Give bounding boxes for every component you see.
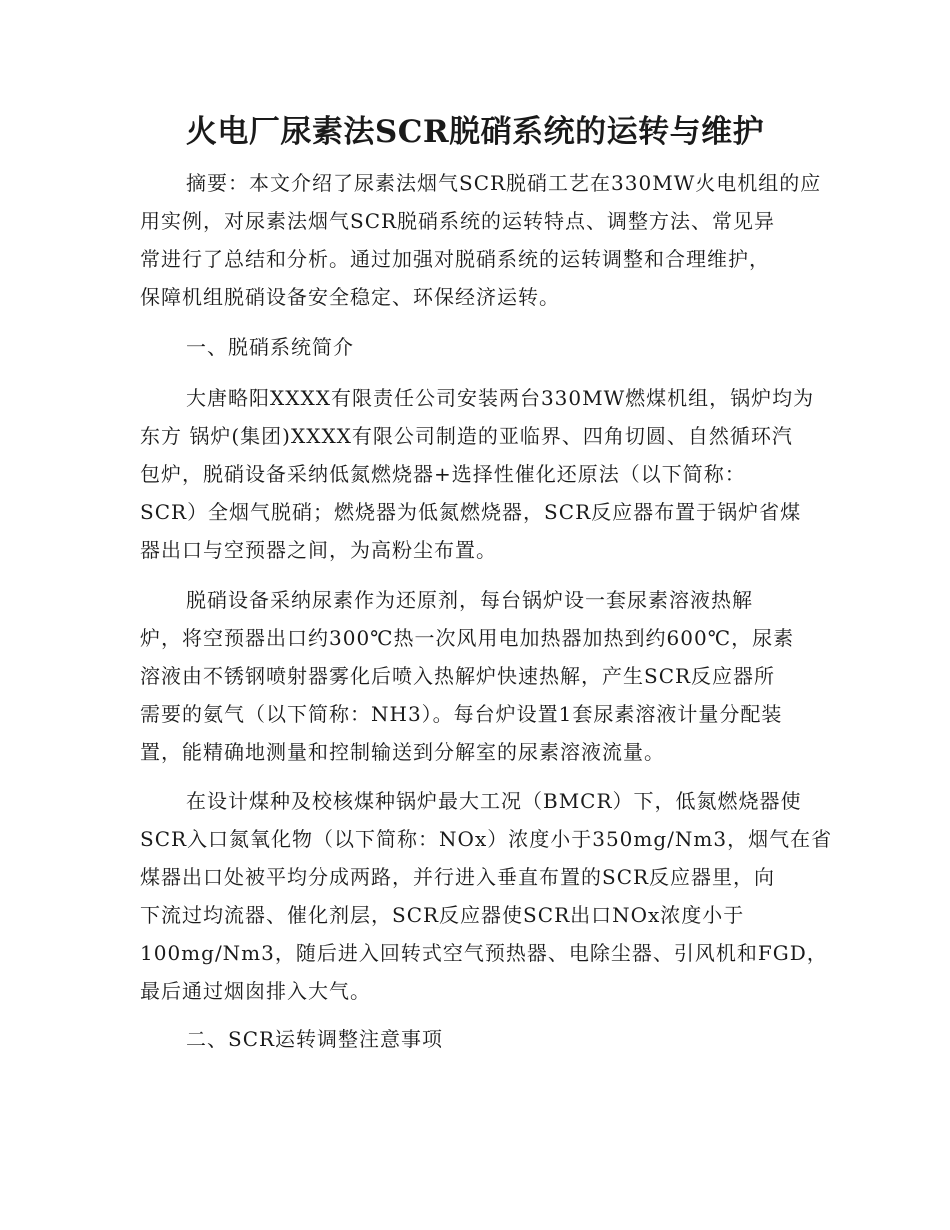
paragraph-1 xyxy=(140,379,820,569)
paragraph-line: 需要的氨气（以下简称：NH3）。每台炉设置1套尿素溶液计量分配装 xyxy=(140,702,783,726)
heading-text: 一、脱硝系统简介 xyxy=(186,335,354,359)
paragraph-line: 大唐略阳XXXX有限责任公司安装两台330MW燃煤机组，锅炉均为 xyxy=(186,386,815,410)
paragraph-line: 下流过均流器、催化剂层，SCR反应器使SCR出口NOx浓度小于 xyxy=(140,903,745,927)
paragraph-line: 在设计煤种及校核煤种锅炉最大工况（BMCR）下，低氮燃烧器使 xyxy=(186,789,802,813)
paragraph-line: SCR）全烟气脱硝；燃烧器为低氮燃烧器，SCR反应器布置于锅炉省煤 xyxy=(140,500,802,524)
paragraph-line: 溶液由不锈钢喷射器雾化后喷入热解炉快速热解，产生SCR反应器所 xyxy=(140,664,776,688)
abstract-line: 常进行了总结和分析。通过加强对脱硝系统的运转调整和合理维护， xyxy=(140,247,770,271)
section-heading-1 xyxy=(140,328,820,366)
paragraph-3 xyxy=(140,782,833,1010)
paragraph-line: 东方 锅炉(集团)XXXX有限公司制造的亚临界、四角切圆、自然循环汽 xyxy=(140,424,793,448)
paragraph-line: 炉，将空预器出口约300℃热一次风用电加热器加热到约600℃，尿素 xyxy=(140,626,795,650)
paragraph-line: 器出口与空预器之间，为高粉尘布置。 xyxy=(140,538,497,562)
paragraph-line: 包炉，脱硝设备采纳低氮燃烧器+选择性催化还原法（以下简称： xyxy=(140,462,746,486)
paragraph-line: 脱硝设备采纳尿素作为还原剂，每台锅炉设一套尿素溶液热解 xyxy=(186,588,753,612)
paragraph-line: 煤器出口处被平均分成两路，并行进入垂直布置的SCR反应器里，向 xyxy=(140,865,776,889)
paragraph-line: 100mg/Nm3，随后进入回转式空气预热器、电除尘器、引风机和FGD， xyxy=(140,941,828,965)
abstract-paragraph xyxy=(140,164,820,316)
paragraph-line: 最后通过烟囱排入大气。 xyxy=(140,979,371,1003)
abstract-line: 摘要：本文介绍了尿素法烟气SCR脱硝工艺在330MW火电机组的应 xyxy=(186,171,822,195)
paragraph-line: SCR入口氮氧化物（以下简称：NOx）浓度小于350mg/Nm3，烟气在省 xyxy=(140,827,833,851)
abstract-line: 保障机组脱硝设备安全稳定、环保经济运转。 xyxy=(140,285,560,309)
section-heading-2 xyxy=(140,1020,820,1058)
paragraph-line: 置，能精确地测量和控制输送到分解室的尿素溶液流量。 xyxy=(140,740,665,764)
document-title: 火电厂尿素法SCR脱硝系统的运转与维护 xyxy=(185,114,765,150)
heading-text: 二、SCR运转调整注意事项 xyxy=(186,1027,444,1051)
paragraph-2 xyxy=(140,581,820,771)
abstract-line: 用实例，对尿素法烟气SCR脱硝系统的运转特点、调整方法、常见异 xyxy=(140,209,776,233)
